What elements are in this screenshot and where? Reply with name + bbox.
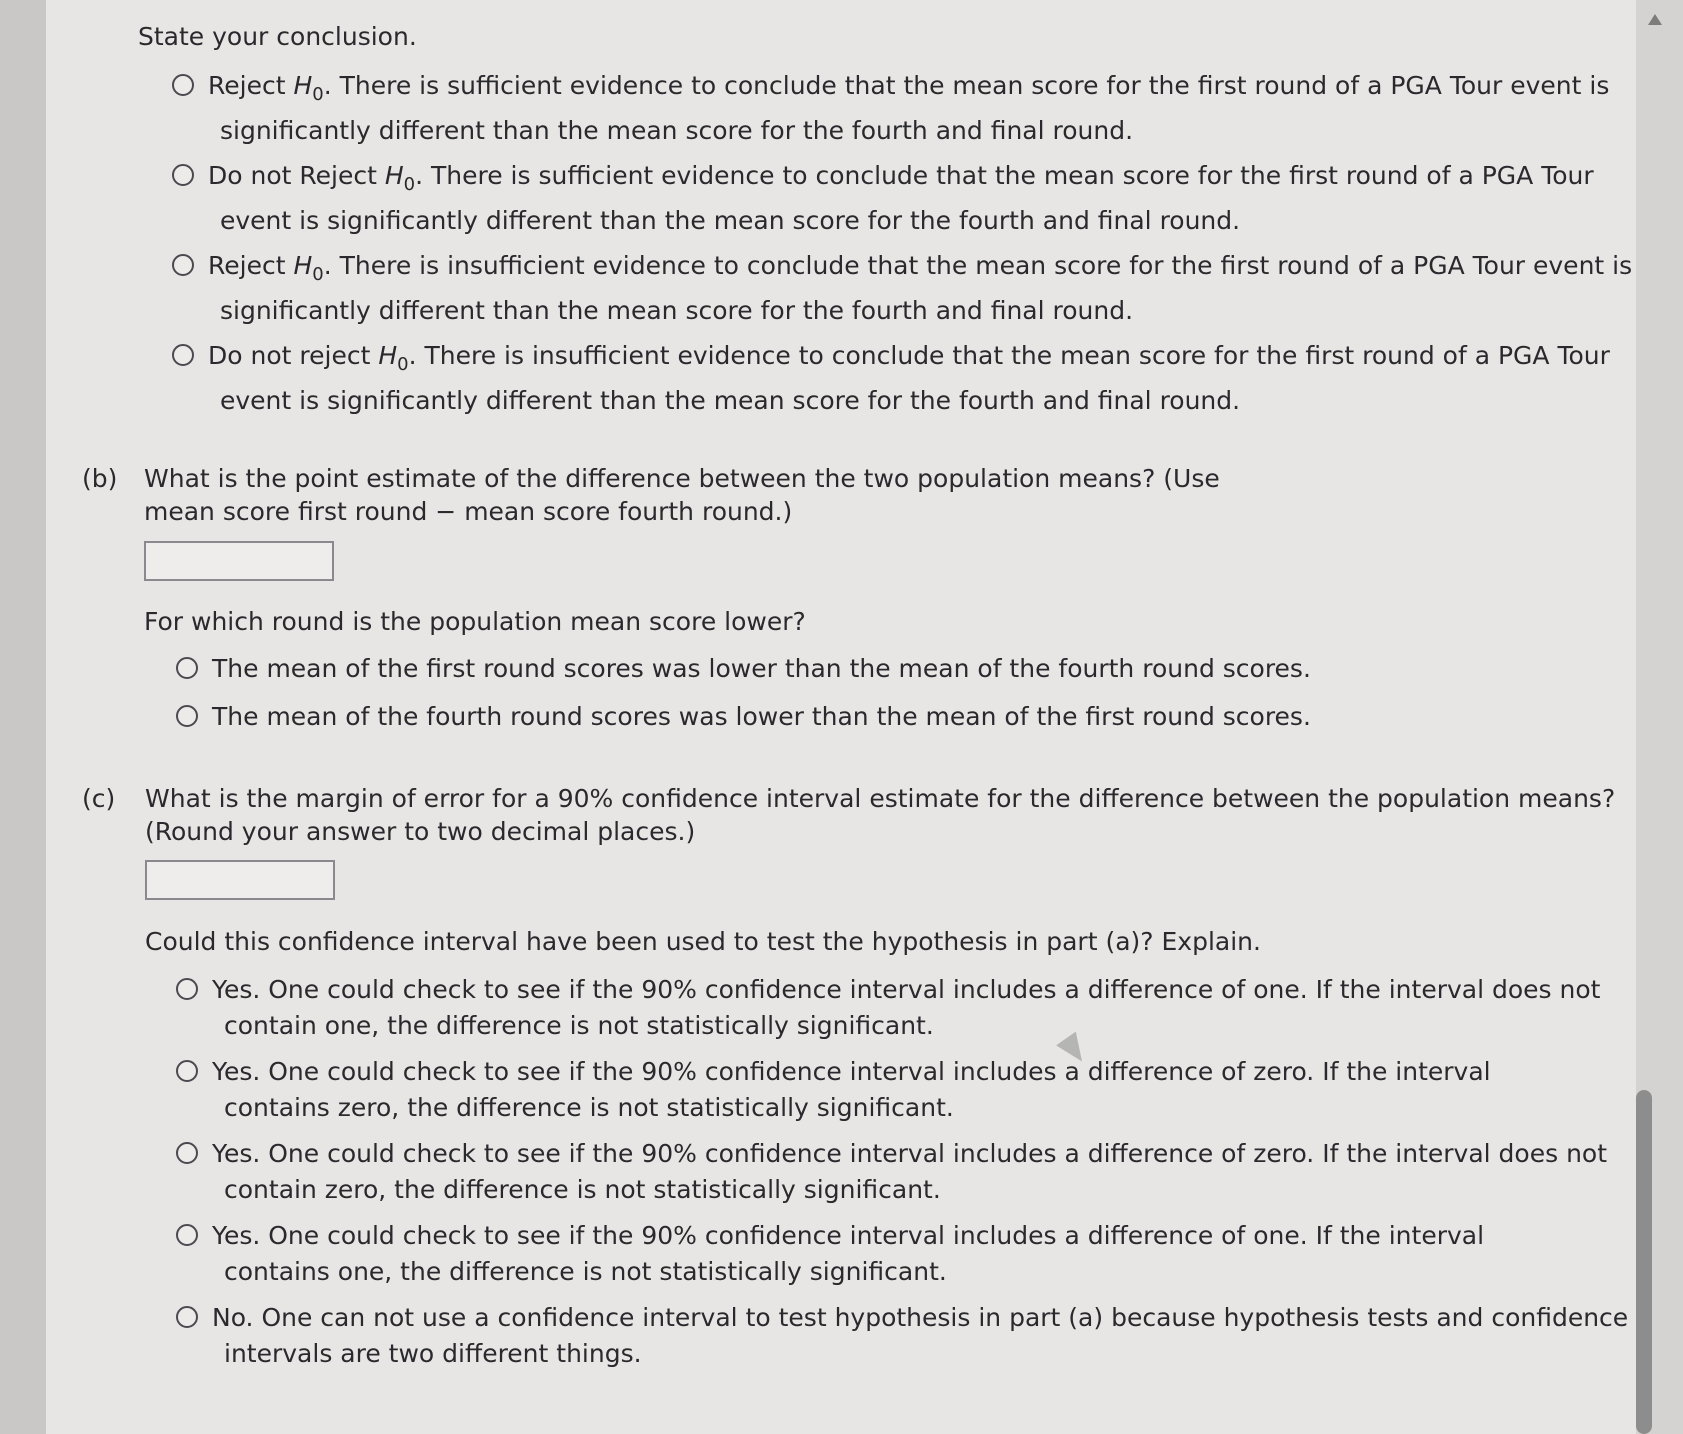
option-line2: contains zero, the difference is not statistically significant. [224, 1093, 954, 1122]
option-line1: Yes. One could check to see if the 90% confidence interval includes a difference of zero. If the interval does not [212, 1139, 1608, 1168]
radio-button[interactable] [172, 344, 194, 366]
option-prefix: Reject [208, 71, 294, 100]
h-letter: H [293, 71, 313, 100]
point-estimate-input[interactable] [144, 541, 334, 581]
h0-symbol [384, 161, 416, 195]
part-c-question-line1: What is the margin of error for a 90% confidence interval estimate for the difference between the population means? [145, 784, 1616, 813]
part-b-label: (b) [82, 464, 118, 493]
part-b-question-line1: What is the point estimate of the difference between the two population means? (Use [144, 464, 1220, 493]
conclusion-option-1[interactable] [172, 68, 1609, 149]
radio-button[interactable] [176, 1142, 198, 1164]
part-b-question-line2: mean score first round − mean score fourth round.) [144, 497, 793, 526]
conclusion-option-2[interactable] [172, 158, 1594, 239]
option-line1: Yes. One could check to see if the 90% confidence interval includes a difference of zero. If the interval [212, 1057, 1491, 1086]
conclusion-option-3[interactable] [172, 248, 1632, 329]
ci-option-2[interactable] [176, 1054, 1491, 1126]
option-line2: contain zero, the difference is not statistically significant. [224, 1175, 941, 1204]
ci-option-4[interactable] [176, 1218, 1484, 1290]
h0-symbol [293, 251, 324, 285]
radio-button[interactable] [172, 254, 194, 276]
option-text [212, 1300, 1628, 1372]
margin-of-error-input[interactable] [145, 860, 335, 900]
option-line2: contain one, the difference is not statistically significant. [224, 1011, 934, 1040]
option-text [212, 1054, 1491, 1126]
option-line2: event is significantly different than the mean score for the fourth and final round. [220, 386, 1241, 415]
option-body: . There is insufficient evidence to conclude that the mean score for the first round of a PGA Tour [408, 341, 1610, 370]
radio-button[interactable] [176, 705, 198, 727]
lower-round-option-2[interactable] [176, 699, 1311, 735]
scroll-up-arrow-icon[interactable] [1648, 14, 1662, 25]
radio-button[interactable] [176, 657, 198, 679]
lower-round-option-1[interactable] [176, 651, 1311, 687]
radio-button[interactable] [172, 74, 194, 96]
conclusion-prompt: State your conclusion. [138, 22, 417, 51]
h-subscript: 0 [403, 174, 416, 195]
option-body: . There is insufficient evidence to conclude that the mean score for the first round of a PGA Tour event is [323, 251, 1633, 280]
ci-option-1[interactable] [176, 972, 1600, 1044]
part-c-question-line2: (Round your answer to two decimal places.) [145, 817, 696, 846]
option-text [212, 1136, 1607, 1208]
option-line2: significantly different than the mean score for the fourth and final round. [220, 296, 1134, 325]
scrollbar-thumb[interactable] [1636, 1090, 1652, 1434]
option-text [208, 248, 1632, 329]
h-letter: H [293, 251, 313, 280]
option-text [208, 338, 1610, 419]
h0-symbol [378, 341, 409, 375]
option-line2: intervals are two different things. [224, 1339, 642, 1368]
part-c-label: (c) [82, 784, 116, 813]
option-line2: significantly different than the mean score for the fourth and final round. [220, 116, 1134, 145]
conclusion-option-4[interactable] [172, 338, 1610, 419]
radio-button[interactable] [176, 1224, 198, 1246]
option-prefix: Do not reject [208, 341, 379, 370]
option-line2: event is significantly different than the mean score for the fourth and final round. [220, 206, 1241, 235]
h-subscript: 0 [312, 264, 324, 285]
option-body: . There is sufficient evidence to conclude that the mean score for the first round of a PGA Tour event is [323, 71, 1610, 100]
option-line1: Yes. One could check to see if the 90% confidence interval includes a difference of one. If the interval [212, 1221, 1485, 1250]
h-subscript: 0 [397, 354, 409, 375]
option-text [212, 1218, 1484, 1290]
radio-button[interactable] [176, 1060, 198, 1082]
h-letter: H [384, 161, 404, 190]
option-text [208, 158, 1594, 239]
h-letter: H [378, 341, 398, 370]
option-text [208, 68, 1609, 149]
part-b-followup: For which round is the population mean score lower? [144, 607, 806, 636]
part-c-followup: Could this confidence interval have been used to test the hypothesis in part (a)? Explain. [145, 927, 1261, 956]
option-text [212, 972, 1600, 1044]
ci-option-5[interactable] [176, 1300, 1628, 1372]
h0-symbol [293, 71, 324, 105]
option-body: . There is sufficient evidence to conclude that the mean score for the first round of a PGA Tour [415, 161, 1594, 190]
option-line1: No. One can not use a confidence interval to test hypothesis in part (a) because hypothesis tests and confidence [212, 1303, 1629, 1332]
option-text: The mean of the fourth round scores was lower than the mean of the first round scores. [212, 702, 1311, 731]
radio-button[interactable] [172, 164, 194, 186]
option-prefix: Reject [208, 251, 294, 280]
option-line1: Yes. One could check to see if the 90% confidence interval includes a difference of one. If the interval does not [212, 975, 1601, 1004]
radio-button[interactable] [176, 1306, 198, 1328]
option-text: The mean of the first round scores was lower than the mean of the fourth round scores. [212, 654, 1311, 683]
ci-option-3[interactable] [176, 1136, 1607, 1208]
option-line2: contains one, the difference is not statistically significant. [224, 1257, 947, 1286]
h-subscript: 0 [312, 84, 324, 105]
option-prefix: Do not Reject [208, 161, 385, 190]
radio-button[interactable] [176, 978, 198, 1000]
